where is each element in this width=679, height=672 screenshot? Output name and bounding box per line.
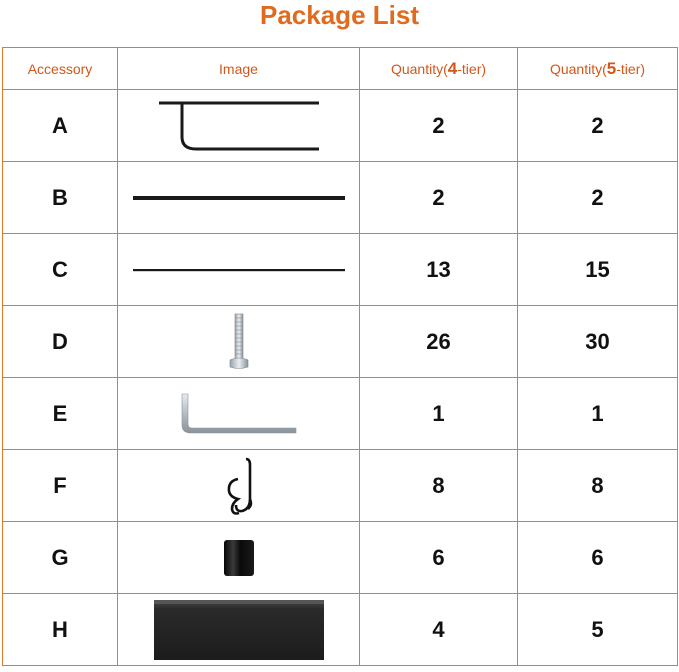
quantity-4-tier-cell: 13 (360, 234, 518, 306)
quantity-5-tier-cell: 15 (518, 234, 678, 306)
accessory-cell: G (3, 522, 118, 594)
quantity-4-tier-cell: 6 (360, 522, 518, 594)
package-table (2, 47, 678, 666)
long-rod-icon (132, 193, 346, 203)
image-cell (118, 162, 360, 234)
image-cell (118, 90, 360, 162)
header-quantity-5-tier (518, 48, 678, 90)
table-row (3, 378, 678, 450)
header-q4-prefix: Quantity( (390, 60, 448, 77)
screw-bolt-icon (227, 312, 251, 372)
accessory-cell: C (3, 234, 118, 306)
quantity-5-tier-cell: 2 (518, 162, 678, 234)
accessory-cell: B (3, 162, 118, 234)
header-row (3, 48, 678, 90)
quantity-4-tier-cell: 2 (360, 90, 518, 162)
quantity-4-tier-cell: 1 (360, 378, 518, 450)
header-accessory: Accessory (3, 48, 118, 90)
quantity-5-tier-cell: 6 (518, 522, 678, 594)
quantity-4-tier-cell: 26 (360, 306, 518, 378)
image-cell (118, 306, 360, 378)
quantity-5-tier-cell: 1 (518, 378, 678, 450)
quantity-4-tier-cell: 4 (360, 594, 518, 666)
table-row (3, 162, 678, 234)
accessory-cell: A (3, 90, 118, 162)
image-cell (118, 378, 360, 450)
u-shaped-bracket-icon (154, 95, 324, 157)
double-hook-icon (224, 455, 254, 517)
quantity-5-tier-cell: 8 (518, 450, 678, 522)
image-cell (118, 450, 360, 522)
black-shelf-board-icon (153, 599, 325, 661)
page-title: Package List (260, 0, 419, 30)
quantity-4-tier-cell: 2 (360, 162, 518, 234)
header-q5-prefix: Quantity( (549, 60, 607, 77)
image-cell (118, 522, 360, 594)
image-cell (118, 594, 360, 666)
quantity-4-tier-cell: 8 (360, 450, 518, 522)
table-row (3, 90, 678, 162)
quantity-5-tier-cell: 2 (518, 90, 678, 162)
accessory-cell: E (3, 378, 118, 450)
allen-key-icon (179, 392, 299, 436)
header-q4-num: 4 (447, 58, 458, 78)
accessory-cell: D (3, 306, 118, 378)
header-q5-suffix: -tier) (616, 60, 646, 77)
table-row (3, 450, 678, 522)
header-image: Image (118, 48, 360, 90)
header-q5-num: 5 (606, 58, 617, 78)
header-quantity-4-tier (360, 48, 518, 90)
table-row (3, 234, 678, 306)
table-row (3, 306, 678, 378)
image-cell (118, 234, 360, 306)
accessory-cell: H (3, 594, 118, 666)
table-row (3, 522, 678, 594)
quantity-5-tier-cell: 30 (518, 306, 678, 378)
table-row (3, 594, 678, 666)
accessory-cell: F (3, 450, 118, 522)
thin-rod-icon (132, 266, 346, 274)
quantity-5-tier-cell: 5 (518, 594, 678, 666)
header-q4-suffix: -tier) (457, 60, 487, 77)
black-cylinder-cap-icon (222, 538, 256, 578)
